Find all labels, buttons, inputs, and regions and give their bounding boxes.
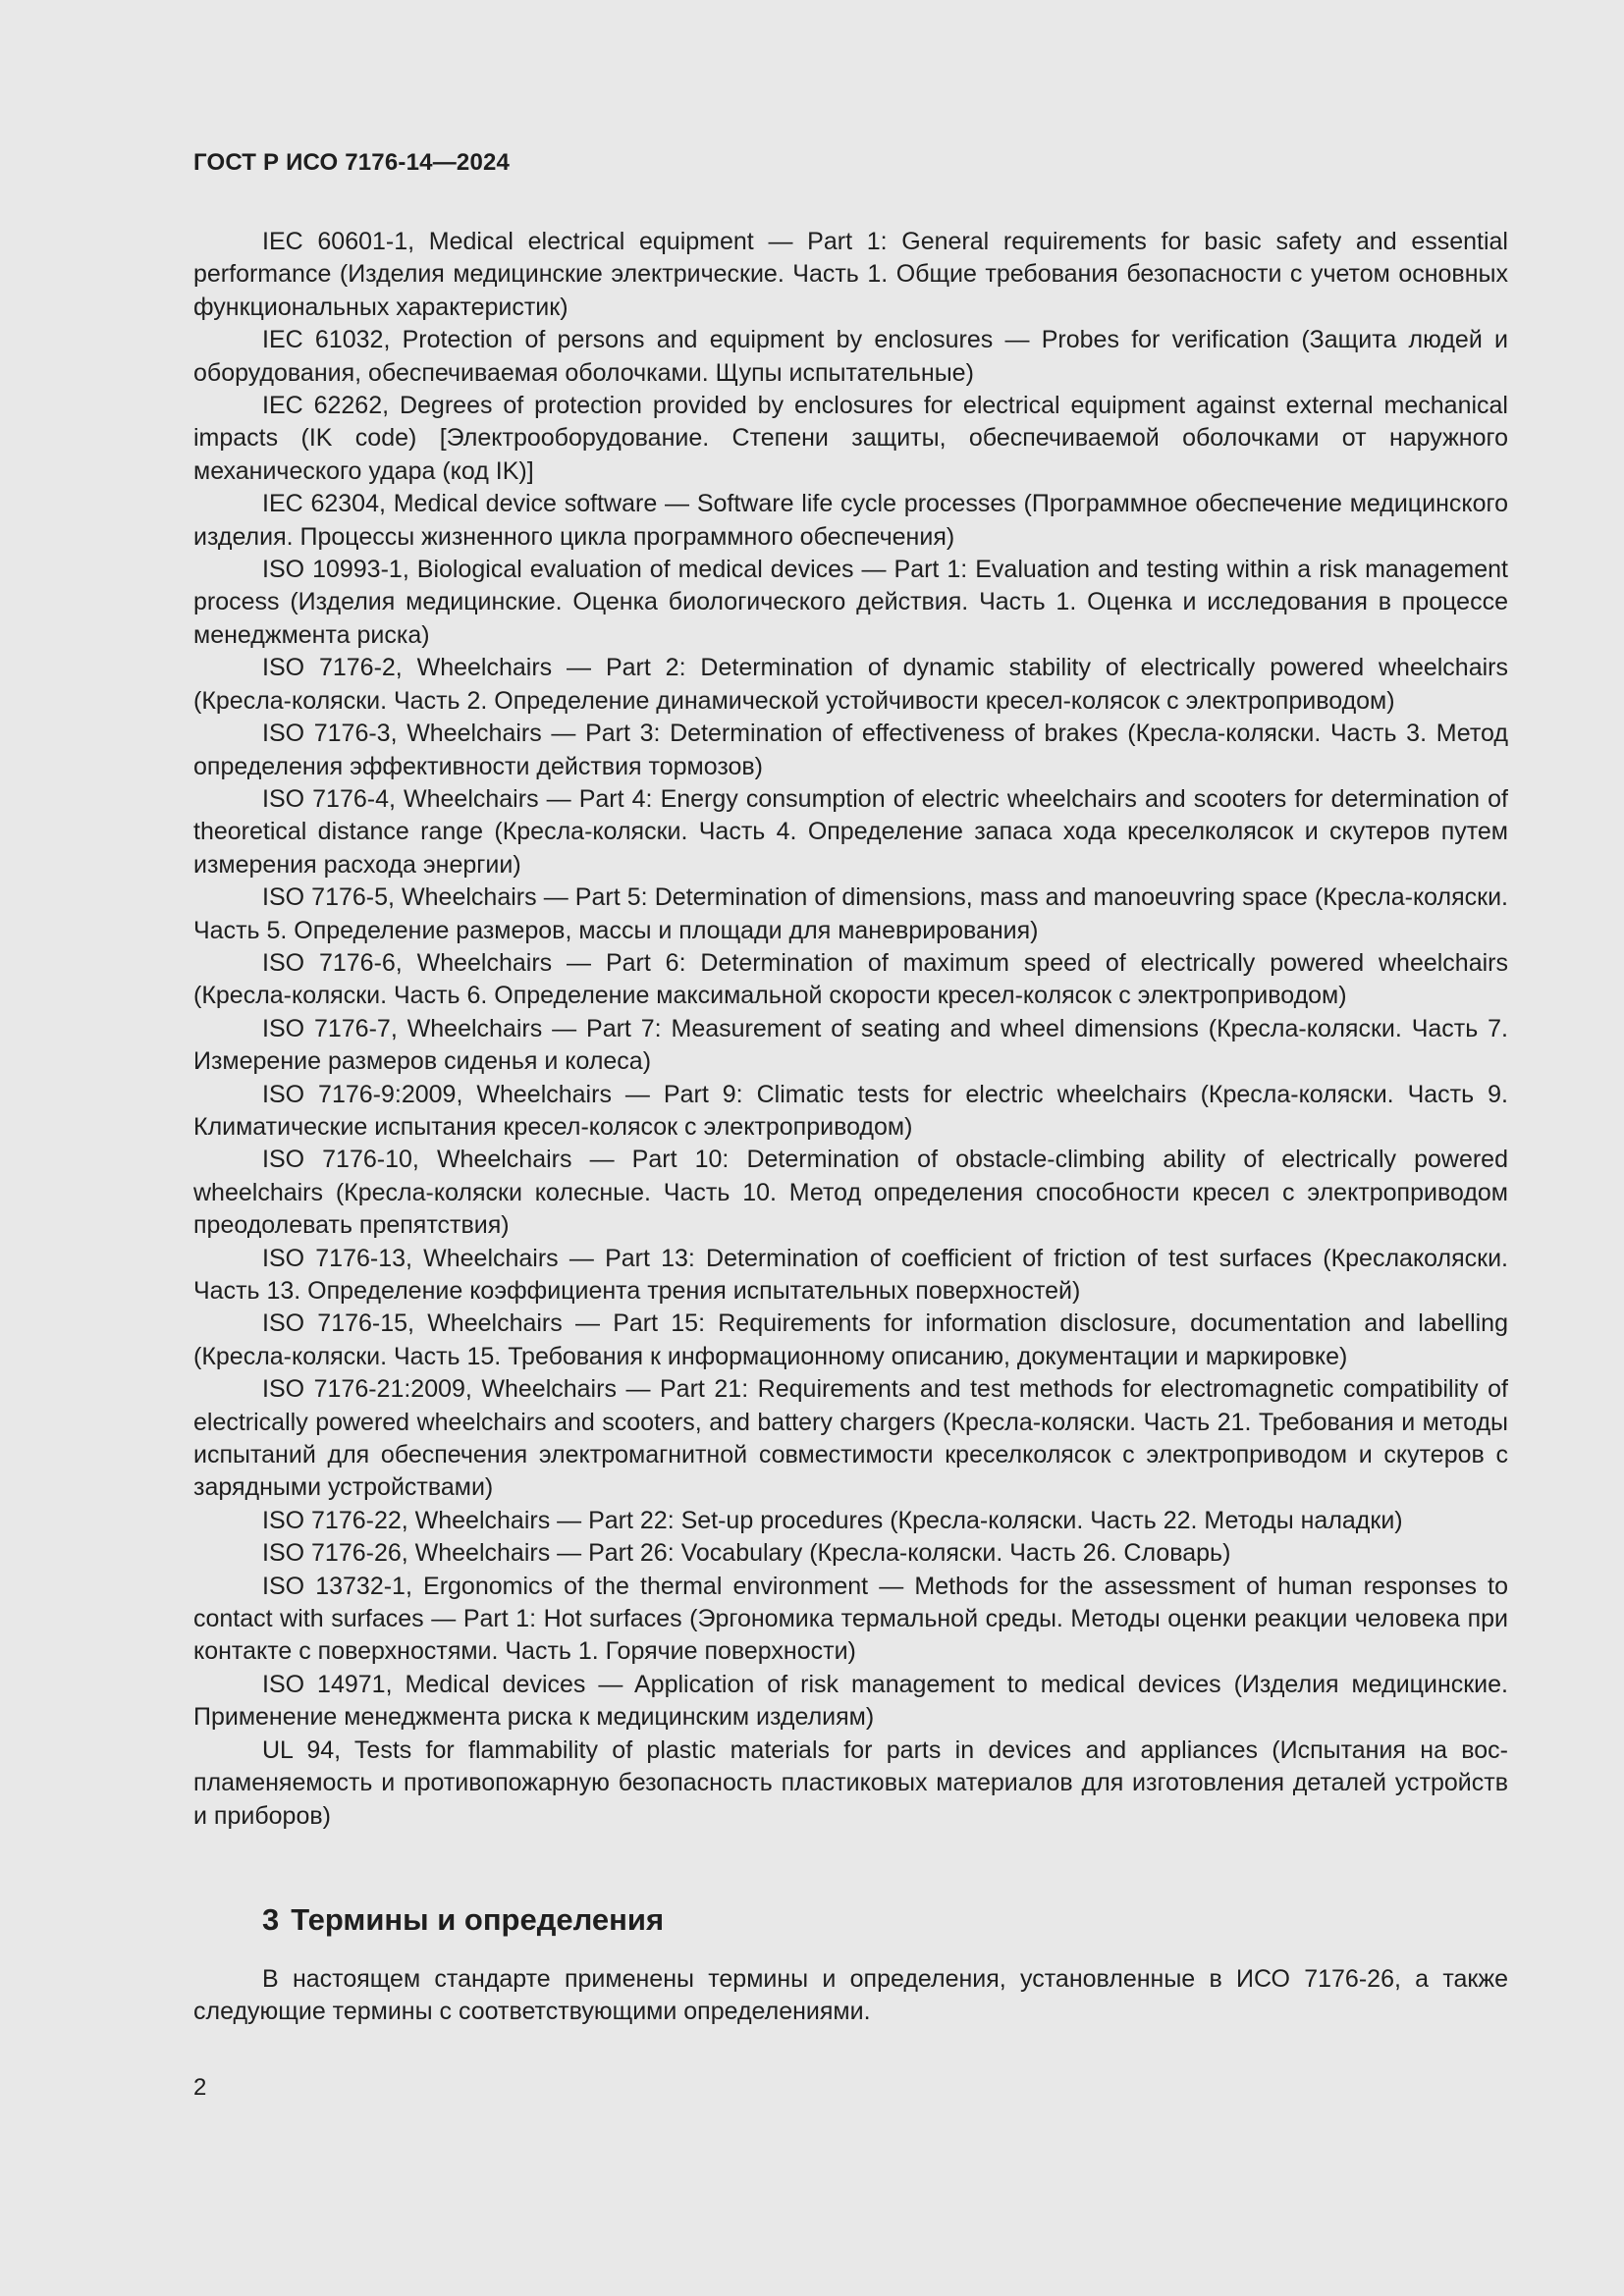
reference-item: ISO 7176-10, Wheelchairs — Part 10: Determination of obstacle-climbing ability of electrically powered wheelchairs (Кресла-коляски колесные. Часть 10. Метод определения способности кресел с электроприводом преодолевать препятствия) xyxy=(193,1146,1508,1240)
section-title-text: Термины и определения xyxy=(291,1902,665,1937)
page-number: 2 xyxy=(193,2074,207,2101)
reference-item: ISO 14971, Medical devices — Application of risk management to medical devices (Изделия медицинские. Применение менеджмента риска к медицинским изделиям) xyxy=(193,1670,1508,1732)
reference-item: ISO 7176-2, Wheelchairs — Part 2: Determination of dynamic stability of electrically powered wheelchairs (Кресла-коляски. Часть 2. Определение динамической устойчивости кресел-колясок с электроприводом) xyxy=(193,654,1508,715)
reference-item: ISO 7176-9:2009, Wheelchairs — Part 9: Climatic tests for electric wheelchairs (Кресла-коляски. Часть 9. Климатические испытания кресел-колясок с электроприводом) xyxy=(193,1080,1508,1141)
reference-item: ISO 13732-1, Ergonomics of the thermal environment — Methods for the assessment of human responses to contact with surfaces — Part 1: Hot surfaces (Эргономика термальной среды. Методы оценки реакции человека при контакте с поверхностями. Часть 1. Горячие поверхности) xyxy=(193,1572,1508,1666)
document-header: ГОСТ Р ИСО 7176-14—2024 xyxy=(193,149,511,176)
reference-item: IEC 62262, Degrees of protection provided by enclosures for electrical equipment against external mechanical impacts (IK code) [Электрооборудование. Степени защиты, обеспечиваемой оболочками от наружного механического удара (код IK)] xyxy=(193,392,1508,485)
normative-references-list xyxy=(193,226,1508,1833)
reference-item: ISO 7176-7, Wheelchairs — Part 7: Measurement of seating and wheel dimensions (Кресла-коляски. Часть 7. Измерение размеров сиденья и колеса) xyxy=(193,1014,1508,1076)
section-heading xyxy=(262,1902,664,1938)
reference-item: ISO 7176-26, Wheelchairs — Part 26: Vocabulary (Кресла-коляски. Часть 26. Словарь) xyxy=(262,1539,1231,1568)
reference-item: ISO 7176-21:2009, Wheelchairs — Part 21: Requirements and test methods for electromagnetic compatibility of electrically powered wheelchairs and scooters, and battery chargers (Кресла-коляски. Часть 21. Требования и методы испытаний для обеспечения электромагнитной совместимости креселколясок с электроприводом и скутеров с зарядными устройствами) xyxy=(193,1375,1508,1502)
reference-item: IEC 61032, Protection of persons and equipment by enclosures — Probes for verification (Защита людей и оборудования, обеспечиваемая оболочками. Щупы испытательные) xyxy=(193,326,1508,387)
section-intro-paragraph: В настоящем стандарте применены термины и определения, установленные в ИСО 7176-26, а также следующие термины с соответствующими определениями. xyxy=(193,1965,1508,2026)
reference-item: IEC 62304, Medical device software — Software life cycle processes (Программное обеспечение медицинского изделия. Процессы жизненного цикла программного обеспечения) xyxy=(193,490,1508,551)
reference-item: ISO 7176-15, Wheelchairs — Part 15: Requirements for information disclosure, documentation and labelling (Кресла-коляски. Часть 15. Требования к информационному описанию, документации и маркировке) xyxy=(193,1309,1508,1370)
reference-item: ISO 7176-22, Wheelchairs — Part 22: Set-up procedures (Кресла-коляски. Часть 22. Методы наладки) xyxy=(262,1506,1403,1534)
reference-item: ISO 7176-4, Wheelchairs — Part 4: Energy consumption of electric wheelchairs and scooters for determination of theoretical distance range (Кресла-коляски. Часть 4. Определение запаса хода креселколясок и скутеров путем измерения расхода энергии) xyxy=(193,784,1508,879)
reference-item: ISO 10993-1, Biological evaluation of medical devices — Part 1: Evaluation and testing within a risk management process (Изделия медицинские. Оценка биологического действия. Часть 1. Оценка и исследования в процессе менеджмента риска) xyxy=(193,556,1508,649)
reference-item: ISO 7176-3, Wheelchairs — Part 3: Determination of effectiveness of brakes (Кресла-коляски. Часть 3. Метод определения эффективности действия тормозов) xyxy=(193,720,1508,780)
reference-item: UL 94, Tests for flammability of plastic materials for parts in devices and appliances (Испытания на воспламеняемость и противопожарную безопасность пластиковых материалов для изготовления деталей устройств и приборов) xyxy=(193,1735,1508,1830)
reference-item: IEC 60601-1, Medical electrical equipment — Part 1: General requirements for basic safety and essential performance (Изделия медицинские электрические. Часть 1. Общие требования безопасности с учетом основных функциональных характеристик) xyxy=(193,228,1508,321)
section-number: 3 xyxy=(262,1902,280,1937)
reference-item: ISO 7176-13, Wheelchairs — Part 13: Determination of coefficient of friction of test surfaces (Креслаколяски. Часть 13. Определение коэффициента трения испытательных поверхностей) xyxy=(193,1244,1508,1305)
reference-item: ISO 7176-5, Wheelchairs — Part 5: Determination of dimensions, mass and manoeuvring space (Кресла-коляски. Часть 5. Определение размеров, массы и площади для маневрирования) xyxy=(193,883,1508,944)
reference-item: ISO 7176-6, Wheelchairs — Part 6: Determination of maximum speed of electrically powered wheelchairs (Кресла-коляски. Часть 6. Определение максимальной скорости кресел-колясок с электроприводом) xyxy=(193,948,1508,1010)
